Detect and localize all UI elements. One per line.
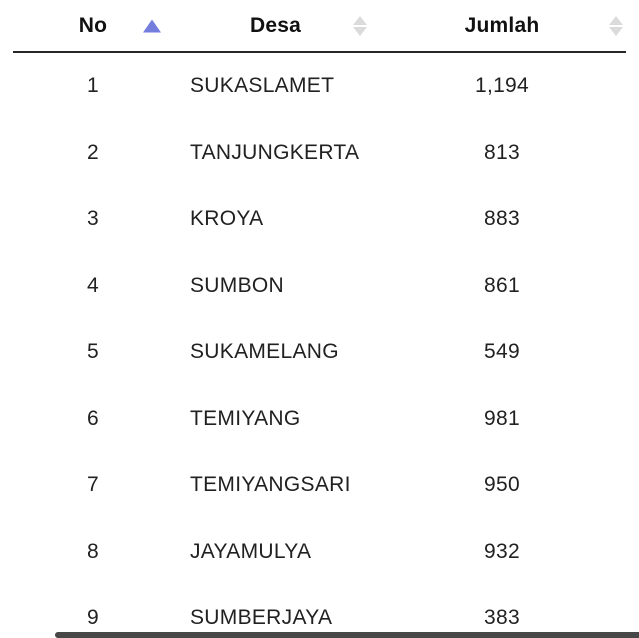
cell-desa: JAYAMULYA	[190, 539, 312, 563]
cell-desa: TEMIYANGSARI	[190, 473, 351, 497]
table-row	[13, 52, 626, 120]
column-header-desa-label: Desa	[249, 13, 301, 37]
column-header-no-label: No	[78, 13, 108, 37]
desa-table	[13, 0, 626, 638]
cell-no: 6	[87, 406, 99, 430]
cell-no: 4	[87, 273, 99, 297]
table-row	[13, 186, 626, 253]
horizontal-scrollbar[interactable]	[55, 632, 639, 638]
cell-desa: SUKASLAMET	[190, 74, 335, 98]
table-row	[13, 585, 626, 638]
cell-desa: TEMIYANG	[190, 406, 301, 430]
cell-jumlah: 861	[484, 273, 520, 297]
cell-desa: SUMBON	[190, 273, 284, 297]
cell-desa: KROYA	[190, 207, 264, 231]
sort-both-icon[interactable]	[353, 16, 367, 36]
cell-desa: SUMBERJAYA	[190, 606, 333, 630]
cell-desa: TANJUNGKERTA	[190, 140, 360, 164]
cell-jumlah: 883	[484, 207, 520, 231]
cell-jumlah: 932	[484, 539, 520, 563]
table-row	[13, 519, 626, 586]
table-row	[13, 452, 626, 519]
cell-jumlah: 813	[484, 140, 520, 164]
cell-no: 3	[87, 207, 99, 231]
table-row	[13, 253, 626, 320]
cell-no: 1	[87, 74, 99, 98]
triangle-up-filled	[143, 19, 161, 32]
cell-no: 8	[87, 539, 99, 563]
triangle-up-idle	[609, 16, 623, 25]
triangle-down-idle	[609, 27, 623, 36]
triangle-down-idle	[353, 27, 367, 36]
column-header-jumlah-label: Jumlah	[464, 13, 540, 37]
table-row	[13, 386, 626, 453]
triangle-up-idle	[353, 16, 367, 25]
column-header-jumlah[interactable]	[378, 0, 626, 52]
cell-no: 2	[87, 140, 99, 164]
table-row	[13, 120, 626, 187]
sort-ascending-icon[interactable]	[143, 19, 161, 32]
cell-jumlah: 981	[484, 406, 520, 430]
cell-jumlah: 1,194	[474, 74, 530, 98]
column-header-no[interactable]	[13, 0, 173, 52]
column-header-desa[interactable]	[173, 0, 378, 52]
sort-both-icon[interactable]	[609, 16, 623, 36]
cell-jumlah: 383	[484, 606, 520, 630]
table-header-row	[13, 0, 626, 52]
cell-desa: SUKAMELANG	[190, 340, 339, 364]
cell-no: 9	[87, 606, 99, 630]
cell-no: 7	[87, 473, 99, 497]
cell-jumlah: 950	[484, 473, 520, 497]
table-row	[13, 319, 626, 386]
cell-no: 5	[87, 340, 99, 364]
cell-jumlah: 549	[484, 340, 520, 364]
